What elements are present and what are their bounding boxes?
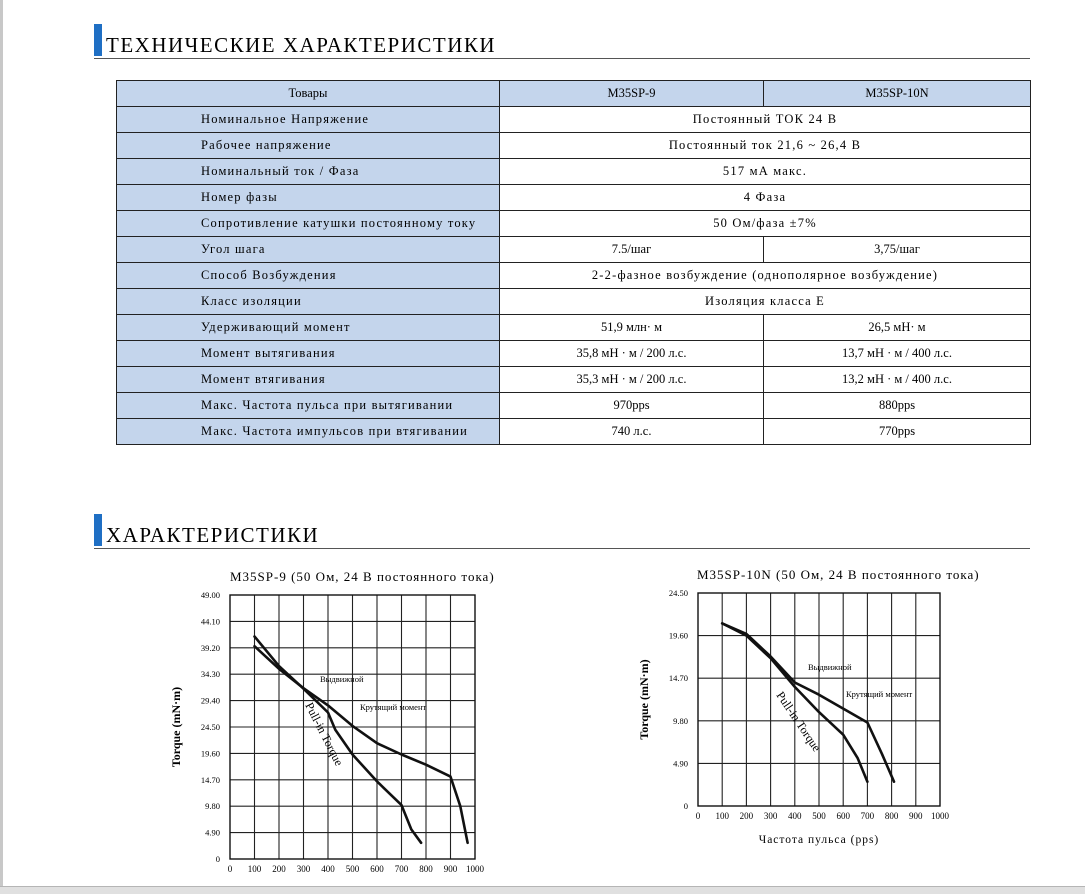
y-tick-label: 39.20 [200,642,220,653]
x-tick-label: 400 [788,811,802,821]
spec-value-model-1: 51,9 млн· м [500,315,764,341]
x-tick-label: 800 [419,864,433,874]
header-products: Товары [117,81,500,107]
x-tick-label: 300 [296,864,311,874]
x-tick-label: 200 [272,864,286,874]
spec-label: Макс. Частота импульсов при втягивании [117,419,500,445]
tech-section-title: ТЕХНИЧЕСКИЕ ХАРАКТЕРИСТИКИ [106,33,497,57]
spec-row [117,315,1031,341]
y-tick-label: 4.90 [673,758,688,769]
y-tick-label: 19.60 [200,748,220,759]
spec-value: 517 мА макс. [500,159,1031,185]
x-tick-label: 100 [247,864,262,874]
x-tick-label: 300 [763,811,778,821]
section-accent-bar [94,24,102,56]
spec-label: Номер фазы [117,185,500,211]
x-tick-label: 900 [909,811,923,821]
torque-chart-m35sp-10n [630,585,975,850]
spec-value: 50 Ом/фаза ±7% [500,211,1031,237]
spec-label: Класс изоляции [117,289,500,315]
spec-row [117,107,1031,133]
x-axis-label: Частота пульса (pps) [758,834,880,846]
x-tick-label: 900 [443,864,458,874]
y-tick-label: 4.90 [205,827,220,838]
spec-value-model-2: 770pps [764,419,1031,445]
spec-value-model-1: 35,8 мН · м / 200 л.с. [500,341,764,367]
x-tick-label: 100 [715,811,729,821]
spec-row [117,185,1031,211]
y-tick-label: 14.70 [668,673,688,684]
header-model-1: M35SP-9 [500,81,764,107]
spec-label: Угол шага [117,237,500,263]
spec-value: 2-2-фазное возбуждение (однополярное возбуждение) [500,263,1031,289]
spec-header-row [117,81,1031,107]
spec-label: Сопротивление катушки постоянному току [117,211,500,237]
y-tick-label: 0 [215,854,220,864]
y-tick-label: 24.50 [200,722,220,732]
y-tick-label: 9.80 [205,801,220,812]
x-tick-label: 400 [321,864,335,874]
spec-value-model-1: 970pps [500,393,764,419]
chart-annotation: Крутящий момент [360,702,427,712]
spec-value: 4 Фаза [500,185,1031,211]
x-tick-label: 500 [812,811,826,821]
spec-label: Момент втягивания [117,367,500,393]
chart-annotation: Выдвижной [808,662,852,672]
y-tick-label: 24.50 [668,588,688,598]
x-tick-label: 1000 [466,864,484,874]
spec-value-model-2: 880pps [764,393,1031,419]
spec-row [117,393,1031,419]
char-section-title: ХАРАКТЕРИСТИКИ [106,523,320,547]
y-tick-label: 29.40 [200,695,220,706]
y-tick-label: 14.70 [200,774,220,785]
spec-row [117,237,1031,263]
page-left-edge [0,0,3,893]
spec-table [116,80,1031,445]
y-tick-label: 9.80 [673,715,688,726]
x-tick-label: 700 [394,864,409,874]
spec-row [117,263,1031,289]
y-axis-label: Torque (mN·m) [169,686,183,768]
x-tick-label: 700 [860,811,875,821]
y-tick-label: 44.10 [200,616,220,627]
y-axis-label: Torque (mN·m) [637,659,651,740]
spec-label: Рабочее напряжение [117,133,500,159]
x-tick-label: 1000 [931,811,949,821]
x-tick-label: 0 [227,864,233,874]
x-tick-label: 0 [695,811,701,821]
y-tick-label: 19.60 [668,630,688,641]
chart-annotation: Крутящий момент [846,689,913,699]
header-model-2: M35SP-10N [764,81,1031,107]
x-tick-label: 600 [370,864,384,874]
spec-row [117,419,1031,445]
spec-row [117,367,1031,393]
chart-2-title: M35SP-10N (50 Ом, 24 В постоянного тока) [697,567,980,582]
char-section-header [94,514,1030,549]
spec-row [117,133,1031,159]
spec-label: Удерживающий момент [117,315,500,341]
spec-value-model-1: 740 л.с. [500,419,764,445]
spec-row [117,289,1031,315]
chart-annotation: Выдвижной [320,674,364,684]
section-accent-bar [94,514,102,546]
spec-value-model-2: 13,2 мН · м / 400 л.с. [764,367,1031,393]
y-tick-label: 34.30 [200,669,220,680]
x-tick-label: 500 [345,864,360,874]
x-tick-label: 200 [739,811,754,821]
y-tick-label: 0 [683,801,688,811]
spec-row [117,211,1031,237]
y-tick-label: 49.00 [200,590,220,600]
spec-row [117,159,1031,185]
spec-label: Номинальный ток / Фаза [117,159,500,185]
spec-value: Постоянный ток 21,6 ~ 26,4 В [500,133,1031,159]
spec-label: Номинальное Напряжение [117,107,500,133]
spec-value-model-1: 35,3 мН · м / 200 л.с. [500,367,764,393]
x-tick-label: 800 [884,811,899,821]
spec-label: Макс. Частота пульса при вытягивании [117,393,500,419]
chart-annotation: Pull-in Torque [773,688,824,755]
x-tick-label: 600 [836,811,850,821]
spec-value: Постоянный ТОК 24 В [500,107,1031,133]
spec-row [117,341,1031,367]
spec-value-model-2: 3,75/шаг [764,237,1031,263]
spec-value-model-1: 7.5/шаг [500,237,764,263]
torque-chart-m35sp-9 [160,585,490,880]
spec-value: Изоляция класса E [500,289,1031,315]
tech-section-header [94,24,1030,59]
spec-label: Момент вытягивания [117,341,500,367]
spec-value-model-2: 13,7 мН · м / 400 л.с. [764,341,1031,367]
chart-annotation: Pull-in Torque [302,700,347,769]
spec-value-model-2: 26,5 мН· м [764,315,1031,341]
chart-1-title: M35SP-9 (50 Ом, 24 В постоянного тока) [230,569,495,584]
spec-label: Способ Возбуждения [117,263,500,289]
